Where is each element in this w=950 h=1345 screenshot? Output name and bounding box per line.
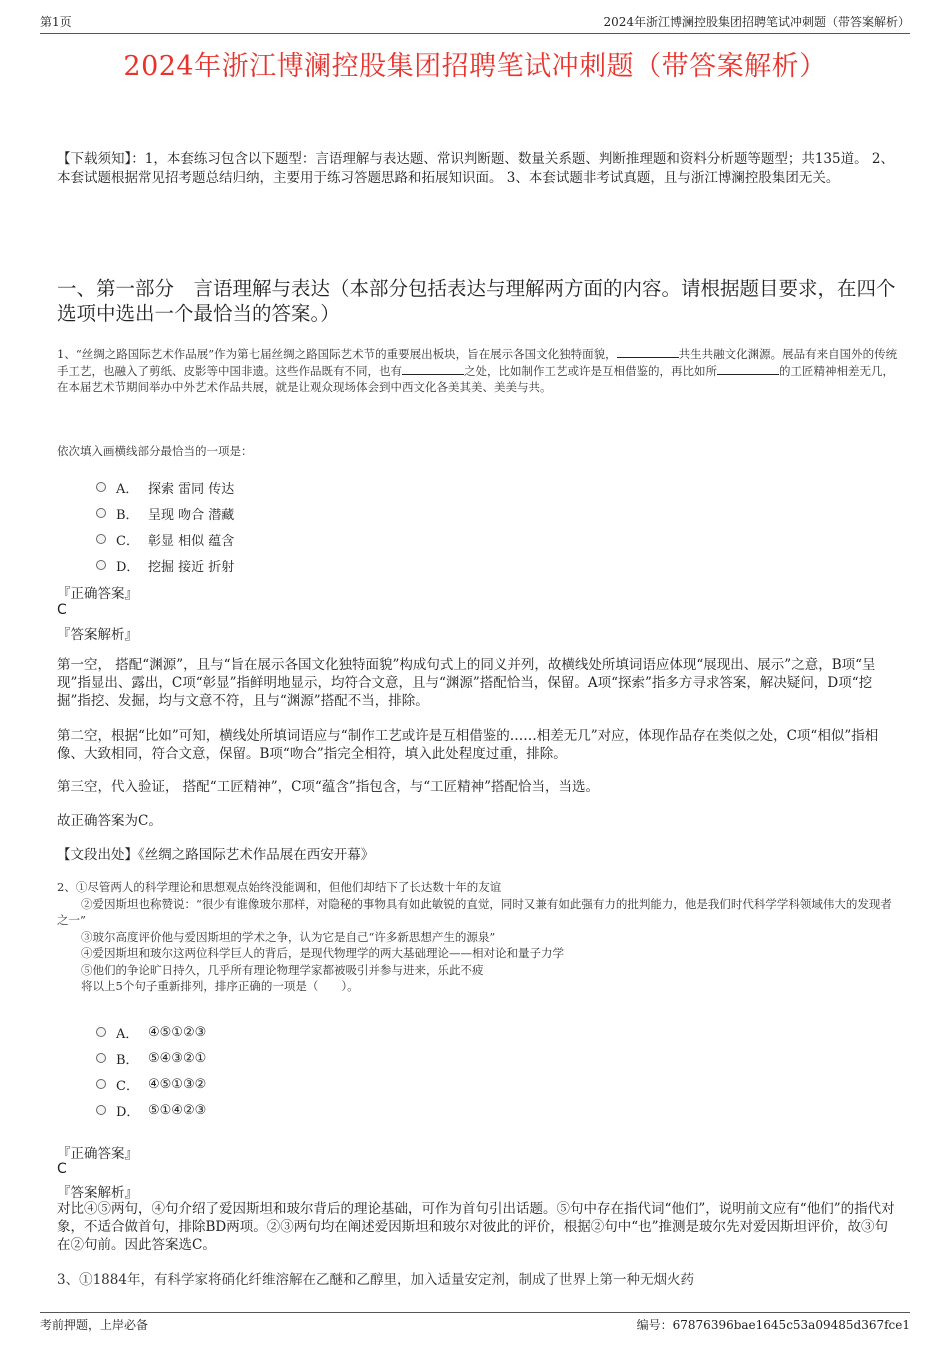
radio-icon[interactable]: [96, 1105, 106, 1115]
q2-option-c[interactable]: C． ④⑤①③②: [96, 1071, 206, 1097]
radio-icon[interactable]: [96, 1079, 106, 1089]
page-footer: [40, 1312, 910, 1333]
document-title: 2024年浙江博澜控股集团招聘笔试冲刺题（带答案解析）: [123, 51, 827, 82]
q2-sentence-3: ③玻尔高度评价他与爱因斯坦的学术之争，认为它是自己“许多新思想产生的源泉”: [81, 929, 496, 944]
q2-sentence-5: ⑤他们的争论旷日持久，几乎所有理论物理学家都被吸引并参与进来，乐此不疲: [81, 962, 484, 977]
q1-option-a[interactable]: A． 探索 雷同 传达: [96, 474, 234, 500]
radio-icon[interactable]: [96, 534, 106, 544]
q1-source: 【文段出处】《丝绸之路国际艺术作品展在西安开幕》: [57, 847, 375, 863]
q1-option-c[interactable]: C． 彰显 相似 蕴含: [96, 526, 234, 552]
q1-part-1: 1、“丝绸之路国际艺术作品展”作为第七届丝绸之路国际艺术节的重要展出板块，旨在展示各国文化独特面貌，: [57, 347, 617, 361]
section-heading: 一、第一部分 言语理解与表达（本部分包括表达与理解两方面的内容。请根据题目要求，在四个选项中选出一个最恰当的答案。）: [57, 277, 896, 325]
q1-option-b[interactable]: B． 呈现 吻合 潜藏: [96, 500, 234, 526]
q1-part-2: 共生共融文化渊源。展品有来自国外的传统手工艺，也融入了剪纸、皮影等中国非遗。这些作品既有不同，也有: [57, 347, 898, 378]
download-notice: 【下载须知】：1，本套练习包含以下题型：言语理解与表达题、常识判断题、数量关系题、判断推理题和资料分析题等题型；共135道。 2、本套试题根据常见招考题总结归纳，主要用于练习答题思路和拓展知识面。 3、本套试题非考试真题，且与浙江博澜控股集团无关。: [57, 151, 894, 186]
q1-option-d[interactable]: D． 挖掘 接近 折射: [96, 552, 234, 578]
q2-option-a[interactable]: A． ④⑤①②③: [96, 1019, 206, 1045]
radio-icon[interactable]: [96, 482, 106, 492]
q2-options: [96, 1019, 206, 1123]
q1-part-3: 之处，比如制作工艺或许是互相借鉴的，再比如所: [464, 363, 717, 378]
q1-options: [96, 474, 234, 578]
blank-1: [617, 347, 679, 358]
q1-analysis-2: 第二空，根据“比如”可知，横线处所填词语应与“制作工艺或许是互相借鉴的……相差无几”对应，体现作品存在类似之处，C项“相似”指相像、大致相同，符合文意，保留。B项“吻合”指完全相符，填入此处程度过重，排除。: [57, 728, 879, 762]
q2-sentence-2: ②爱因斯坦也称赞说：“很少有谁像玻尔那样，对隐秘的事物具有如此敏锐的直觉，同时又兼有如此强有力的批判能力，他是我们时代科学学科领域伟大的发现者之一”: [57, 896, 892, 927]
radio-icon[interactable]: [96, 1053, 106, 1063]
q2-analysis-label: 『答案解析』: [57, 1185, 138, 1201]
q1-analysis-4: 故正确答案为C。: [57, 813, 162, 829]
q1-instruction: 依次填入画横线部分最恰当的一项是：: [57, 444, 253, 458]
q1-analysis-label: 『答案解析』: [57, 627, 138, 643]
question-2-stem: [57, 879, 898, 995]
q2-sentence-4: ④爱因斯坦和玻尔这两位科学巨人的背后，是现代物理学的两大基础理论——相对论和量子力学: [81, 946, 564, 960]
page-header: [40, 12, 910, 34]
q2-sentence-1: 2、①尽管两人的科学理论和思想观点始终没能调和，但他们却结下了长达数十年的友谊: [57, 880, 502, 894]
radio-icon[interactable]: [96, 1027, 106, 1037]
q2-correct-answer: C: [57, 1161, 67, 1177]
q1-analysis-1: 第一空， 搭配“渊源”，且与“旨在展示各国文化独特面貌”构成句式上的同义并列，故横线处所填词语应体现“展现出、展示”之意，B项“呈现”指显出、露出，C项“彰显”指鲜明地显示，均符合文意，且与“渊源”搭配恰当，保留。A项“探索”指多方寻求答案，解决疑问，D项“挖掘”指挖、发掘，均与文意不符，且与“渊源”搭配不当，排除。: [57, 657, 876, 709]
q1-part-4: 的工匠精神相差无几，在本届艺术节期间举办中外艺术作品共展，就是让观众现场体会到中西文化各美其美、美美与共。: [57, 363, 894, 394]
footer-slogan: 考前押题，上岸必备: [40, 1318, 149, 1332]
footer-serial: 编号：67876396bae1645c53a09485d367fce1: [636, 1318, 910, 1332]
blank-2: [402, 364, 464, 375]
blank-3: [717, 364, 779, 375]
question-3-stem: 3、①1884年，有科学家将硝化纤维溶解在乙醚和乙醇里，加入适量安定剂，制成了世界上第一种无烟火药: [57, 1272, 694, 1288]
radio-icon[interactable]: [96, 508, 106, 518]
q2-question: 将以上5个句子重新排列，排序正确的一项是（ ）。: [81, 979, 359, 993]
q1-analysis-3: 第三空，代入验证， 搭配“工匠精神”，C项“蕴含”指包含，与“工匠精神”搭配恰当，当选。: [57, 779, 600, 795]
radio-icon[interactable]: [96, 560, 106, 570]
q1-correct-answer: C: [57, 602, 67, 618]
header-doc-title: 2024年浙江博澜控股集团招聘笔试冲刺题（带答案解析）: [603, 15, 910, 29]
q2-option-b[interactable]: B． ⑤④③②①: [96, 1045, 206, 1071]
page-number: 第1页: [40, 15, 72, 29]
question-1-stem: [57, 346, 898, 396]
q2-correct-label: 『正确答案』: [57, 1146, 138, 1162]
q2-option-d[interactable]: D． ⑤①④②③: [96, 1097, 206, 1123]
q2-analysis: 对比④⑤两句，④句介绍了爱因斯坦和玻尔背后的理论基础，可作为首句引出话题。⑤句中存在指代词“他们”，说明前文应有“他们”的指代对象，不适合做首句，排除BD两项。②③两句均在阐述爱因斯坦和玻尔对彼此的评价，根据②句中“也”推测是玻尔先对爱因斯坦评价，故③句在②句前。因此答案选C。: [57, 1201, 895, 1253]
q1-correct-label: 『正确答案』: [57, 586, 138, 602]
